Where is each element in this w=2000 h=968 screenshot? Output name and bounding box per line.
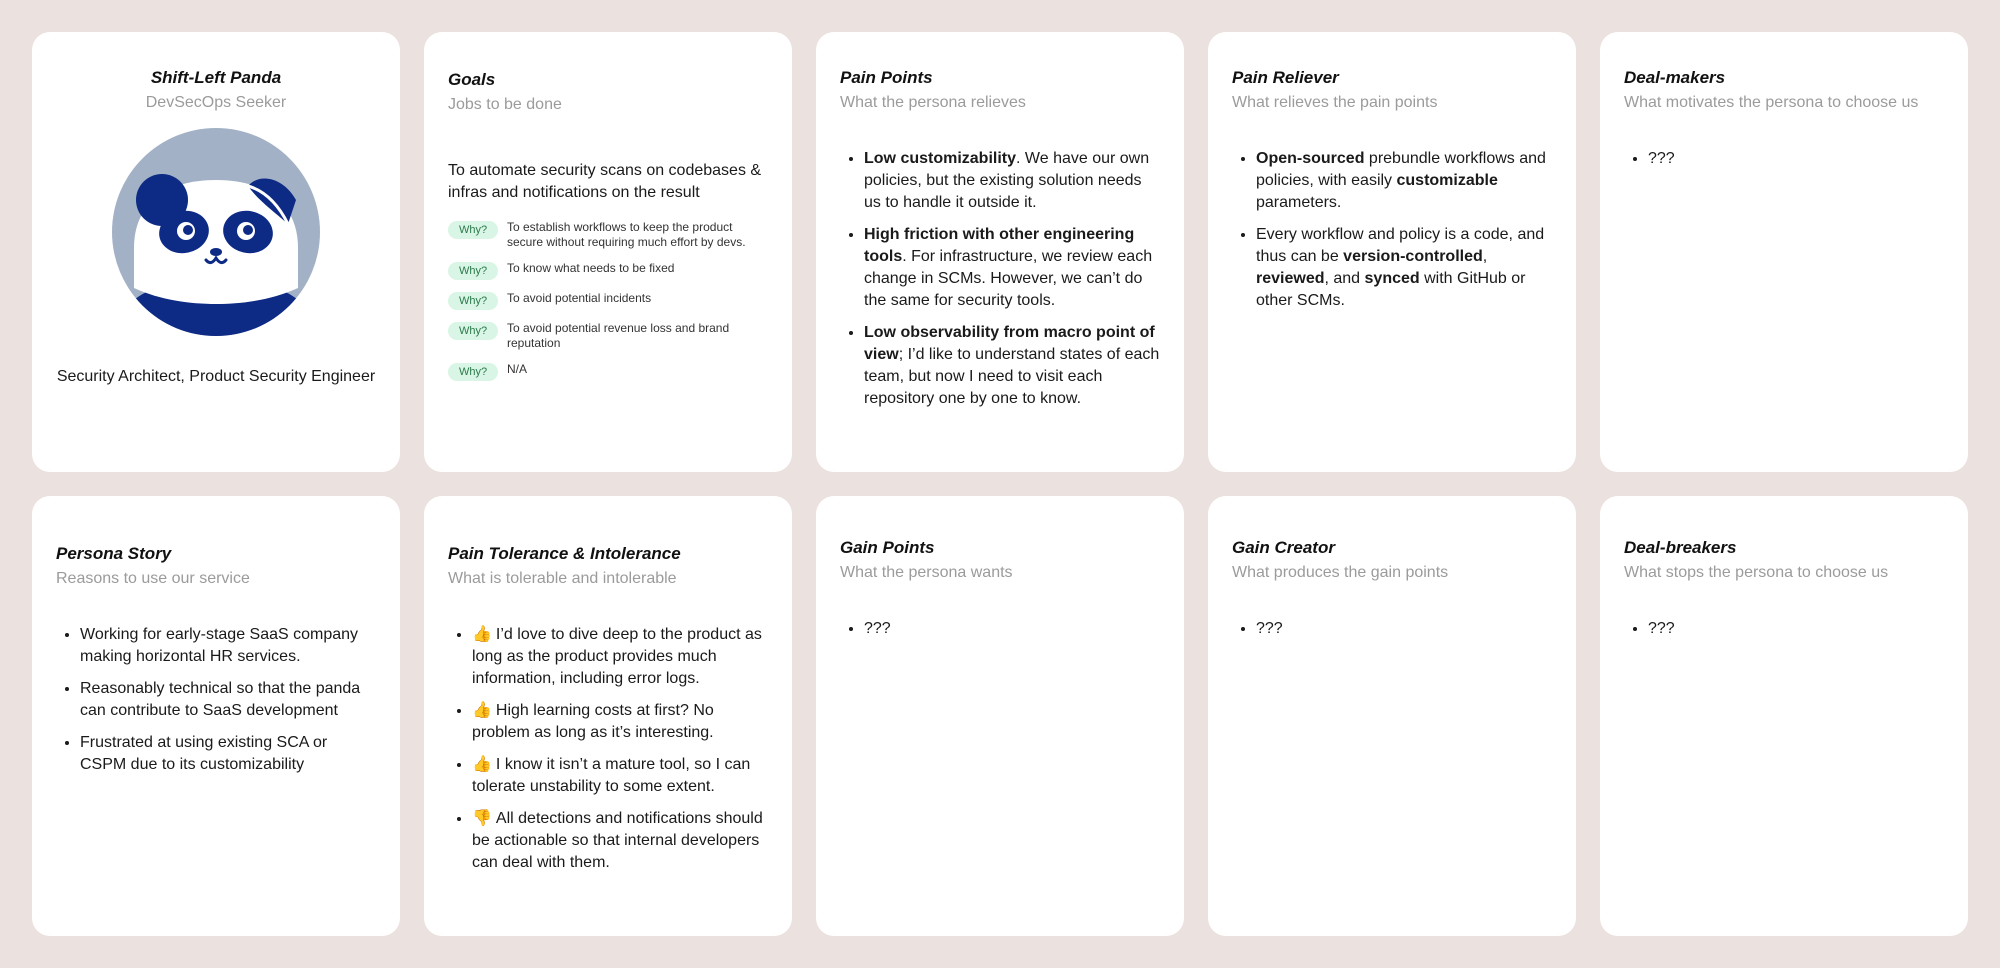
why-text: To avoid potential revenue loss and brand reputation <box>507 321 730 350</box>
card-subtitle: What motivates the persona to choose us <box>1624 94 1919 111</box>
gain-creator-card <box>1208 496 1576 936</box>
item-text: I know it isn’t a mature tool, so I can tolerate unstability to some extent. <box>472 756 751 795</box>
bold-text: Open-sourced <box>1256 150 1365 167</box>
persona-role: Security Architect, Product Security Engineer <box>56 368 376 385</box>
card-subtitle: What the persona wants <box>840 564 1013 581</box>
list-item <box>472 624 768 690</box>
item-text: . We have our own policies, but the existing solution needs us to handle it outside it. <box>864 150 1150 211</box>
list-item <box>472 754 768 798</box>
list-item <box>1256 148 1552 214</box>
card-title: Pain Tolerance & Intolerance <box>448 544 681 563</box>
why-badge: Why? <box>448 363 498 381</box>
bold-text: customizable <box>1396 172 1498 189</box>
why-badge: Why? <box>448 322 498 340</box>
list-item: • ??? <box>1648 148 1944 170</box>
why-text: To avoid potential incidents <box>507 291 652 305</box>
why-text: To know what needs to be fixed <box>507 261 675 275</box>
item-text: with GitHub or other SCMs. <box>1256 270 1526 309</box>
list-item <box>864 224 1160 312</box>
bold-text: version-controlled <box>1343 248 1483 265</box>
list-item <box>864 322 1160 410</box>
why-row <box>448 218 768 250</box>
why-row <box>448 259 768 280</box>
list-item <box>472 700 768 744</box>
why-badge: Why? <box>448 221 498 239</box>
pain-reliever-list <box>1232 148 1552 312</box>
pain-points-list <box>840 148 1160 410</box>
card-subtitle: What is tolerable and intolerable <box>448 570 677 587</box>
item-text: I’d love to dive deep to the product as long as the product provides much information, including error logs. <box>472 626 762 687</box>
why-text: N/A <box>507 362 528 376</box>
why-row <box>448 289 768 310</box>
tolerance-list <box>448 624 768 874</box>
list-item: • ??? <box>864 618 1160 640</box>
bold-text: reviewed <box>1256 270 1325 287</box>
persona-story-list <box>56 624 376 776</box>
why-row <box>448 360 768 381</box>
card-subtitle: Reasons to use our service <box>56 570 250 587</box>
item-text: , <box>1482 248 1488 265</box>
item-text: ; I’d like to understand states of each team, but now I need to visit each repository one by one to know. <box>864 346 1160 407</box>
card-subtitle: What relieves the pain points <box>1232 94 1438 111</box>
card-title: Pain Reliever <box>1232 68 1339 87</box>
item-text: parameters. <box>1256 194 1342 211</box>
pain-points-card <box>816 32 1184 472</box>
card-title: Gain Points <box>840 538 935 557</box>
card-title: Deal-makers <box>1624 68 1726 87</box>
card-title: Gain Creator <box>1232 538 1335 557</box>
deal-makers-card <box>1600 32 1968 472</box>
card-subtitle: Jobs to be done <box>448 96 562 113</box>
why-text: To establish workflows to keep the product secure without requiring much effort by devs. <box>507 220 746 249</box>
thumbs-up-icon: 👍 <box>472 702 492 719</box>
goals-card <box>424 32 792 472</box>
why-badge: Why? <box>448 262 498 280</box>
bold-text: synced <box>1364 270 1420 287</box>
list-item: • ??? <box>1256 618 1552 640</box>
thumbs-up-icon: 👍 <box>472 756 492 773</box>
why-row <box>448 319 768 351</box>
pain-reliever-card <box>1208 32 1576 472</box>
item-text: High learning costs at first? No problem as long as it’s interesting. <box>472 702 714 741</box>
card-title: Deal-breakers <box>1624 538 1737 557</box>
list-item <box>864 148 1160 214</box>
card-subtitle: What stops the persona to choose us <box>1624 564 1889 581</box>
item-text: . For infrastructure, we review each change in SCMs. However, we can’t do the same for security tools. <box>864 248 1153 309</box>
card-subtitle: What the persona relieves <box>840 94 1026 111</box>
list-item: • Frustrated at using existing SCA or CSPM due to its customizability <box>80 732 376 776</box>
card-title: Goals <box>448 70 496 89</box>
deal-breakers-card <box>1600 496 1968 936</box>
list-item: • Reasonably technical so that the panda can contribute to SaaS development <box>80 678 376 722</box>
panda-avatar-icon <box>112 128 320 336</box>
card-subtitle: What produces the gain points <box>1232 564 1449 581</box>
persona-story-card <box>32 496 400 936</box>
card-title: Persona Story <box>56 544 172 563</box>
gain-points-card <box>816 496 1184 936</box>
deal-makers-list <box>1624 148 1944 170</box>
gain-creator-list <box>1232 618 1552 640</box>
gain-points-list <box>840 618 1160 640</box>
why-list <box>448 218 768 381</box>
list-item: • ??? <box>1648 618 1944 640</box>
card-title: Pain Points <box>840 68 933 87</box>
bold-text: Low customizability <box>864 150 1017 167</box>
item-text: prebundle workflows and policies, with easily <box>1256 150 1546 189</box>
bold-text: Low observability from macro point of view <box>864 324 1155 363</box>
item-text: , and <box>1324 270 1365 287</box>
goal-statement: To automate security scans on codebases & infras and notifications on the result <box>448 162 762 201</box>
item-text: Every workflow and policy is a code, and thus can be <box>1256 226 1545 265</box>
persona-subtitle: DevSecOps Seeker <box>145 94 287 111</box>
list-item: • Working for early-stage SaaS company making horizontal HR services. <box>80 624 376 668</box>
deal-breakers-list <box>1624 618 1944 640</box>
persona-canvas <box>32 32 1968 936</box>
why-badge: Why? <box>448 292 498 310</box>
persona-profile-card <box>32 32 400 472</box>
pain-tolerance-card <box>424 496 792 936</box>
persona-name: Shift-Left Panda <box>150 68 282 87</box>
thumbs-down-icon: 👎 <box>472 810 492 827</box>
thumbs-up-icon: 👍 <box>472 626 492 643</box>
item-text: All detections and notifications should be actionable so that internal developers can deal with them. <box>472 810 763 871</box>
list-item <box>1256 224 1552 312</box>
list-item <box>472 808 768 874</box>
bold-text: High friction with other engineering tools <box>864 226 1135 265</box>
